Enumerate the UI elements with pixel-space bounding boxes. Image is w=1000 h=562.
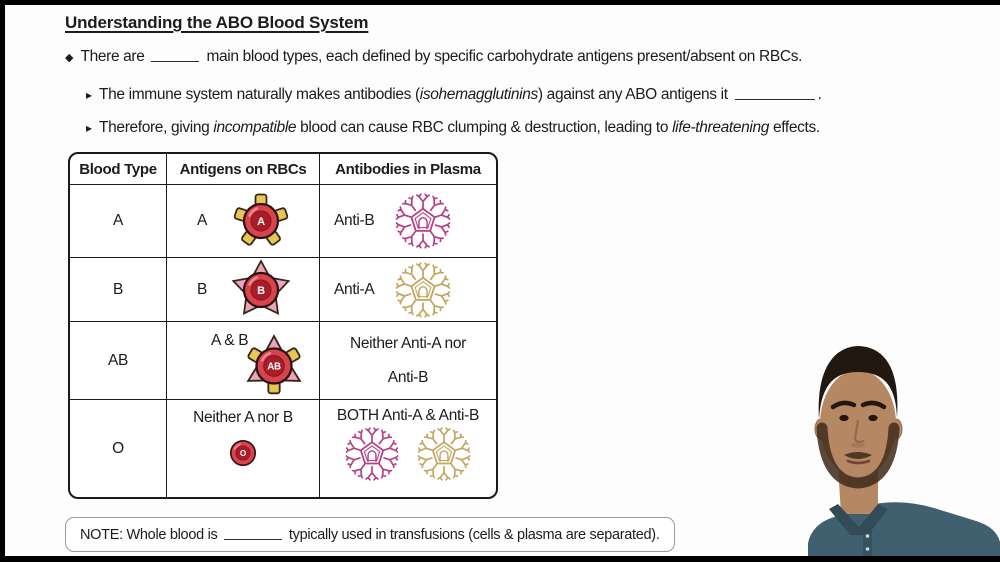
table-cell-blood-type-o: O (70, 400, 167, 497)
eye (839, 415, 848, 421)
table-cell-blood-type-a: A (70, 185, 167, 258)
column-header-antibodies: Antibodies in Plasma (320, 154, 496, 185)
antigen-label: B (197, 280, 208, 298)
rbc-a-antigen-icon (229, 189, 293, 253)
rbc-b-antigen-icon (229, 258, 293, 322)
text-segment: isohemagglutinins (419, 86, 538, 103)
bullet-text (99, 119, 820, 137)
fill-in-blank (151, 48, 199, 62)
antigen-label: Neither A nor B (193, 409, 293, 426)
text-segment: The immune system naturally makes antibodies ( (99, 86, 420, 103)
text-segment: main blood types, each defined by specific carbohydrate antigens present/absent on RBCs. (202, 48, 803, 65)
anti-a-antibody-icon (344, 426, 400, 482)
table-cell-antibodies-a (320, 185, 496, 258)
table-cell-antigens-o (167, 400, 320, 497)
diamond-bullet-icon: ◆ (65, 51, 74, 64)
bullet-main-blood-types (65, 48, 802, 66)
note-box (65, 517, 675, 552)
antibody-icon-pair (344, 426, 472, 482)
antibody-label: Anti-A (334, 280, 375, 298)
anti-a-antibody-icon (394, 261, 452, 319)
svg-text:A: A (257, 216, 265, 228)
antigen-label: A (197, 212, 208, 229)
table-cell-antibodies-ab (320, 322, 496, 400)
antibody-label-line2: Anti-B (387, 368, 429, 386)
table-cell-blood-type-ab: AB (70, 322, 167, 400)
bullet-incompatible-blood (86, 119, 820, 137)
svg-text:AB: AB (267, 361, 281, 373)
table-cell-antibodies-b (320, 258, 496, 322)
fill-in-blank (735, 86, 815, 100)
text-segment: effects. (769, 119, 820, 136)
antigen-label: A & B (211, 332, 249, 349)
table-cell-antigens-b (167, 258, 320, 322)
eye (868, 415, 877, 421)
fill-in-blank (224, 526, 282, 540)
blood-type-table (68, 152, 498, 499)
anti-b-antibody-icon (394, 192, 452, 250)
text-segment: incompatible (213, 119, 297, 136)
triangle-bullet-icon: ▸ (86, 121, 93, 135)
button (866, 534, 870, 538)
text-segment: typically used in transfusions (cells & plasma are separated). (285, 527, 660, 543)
text-segment: Therefore, giving (99, 119, 214, 136)
note-text (80, 526, 660, 543)
nostril-shadow (851, 442, 865, 447)
svg-text:B: B (257, 284, 265, 297)
antibody-label: Anti-B (334, 212, 375, 229)
table-cell-blood-type-b: B (70, 258, 167, 322)
slide-canvas (5, 5, 1000, 556)
bullet-text (99, 86, 822, 104)
anti-b-antibody-icon (416, 426, 472, 482)
table-cell-antigens-a (167, 185, 320, 258)
text-segment: life-threatening (672, 119, 770, 136)
button (866, 547, 870, 551)
column-header-blood-type: Blood Type (70, 154, 167, 185)
antibody-label-line1: Neither Anti-A nor (349, 334, 467, 352)
antibody-label: BOTH Anti-A & Anti-B (336, 407, 480, 424)
svg-text:O: O (240, 448, 246, 458)
instructor-photo (808, 328, 1000, 556)
text-segment: ) against any ABO antigens it (537, 86, 732, 103)
column-header-antigens: Antigens on RBCs (167, 154, 320, 185)
table-cell-antibodies-o (320, 400, 496, 497)
text-segment: NOTE: Whole blood is (80, 527, 222, 543)
page-title: Understanding the ABO Blood System (65, 13, 369, 32)
text-segment: There are (80, 48, 149, 65)
triangle-bullet-icon: ▸ (86, 88, 93, 102)
table-cell-antigens-ab (167, 322, 320, 400)
placket (863, 528, 872, 556)
rbc-o-no-antigen-icon (220, 430, 266, 476)
text-segment: blood can cause RBC clumping & destruction, leading to (296, 119, 673, 136)
rbc-ab-antigen-icon (241, 333, 307, 399)
text-segment: . (817, 86, 822, 103)
bullet-isohemagglutinins (86, 86, 822, 104)
bullet-text (80, 48, 802, 66)
